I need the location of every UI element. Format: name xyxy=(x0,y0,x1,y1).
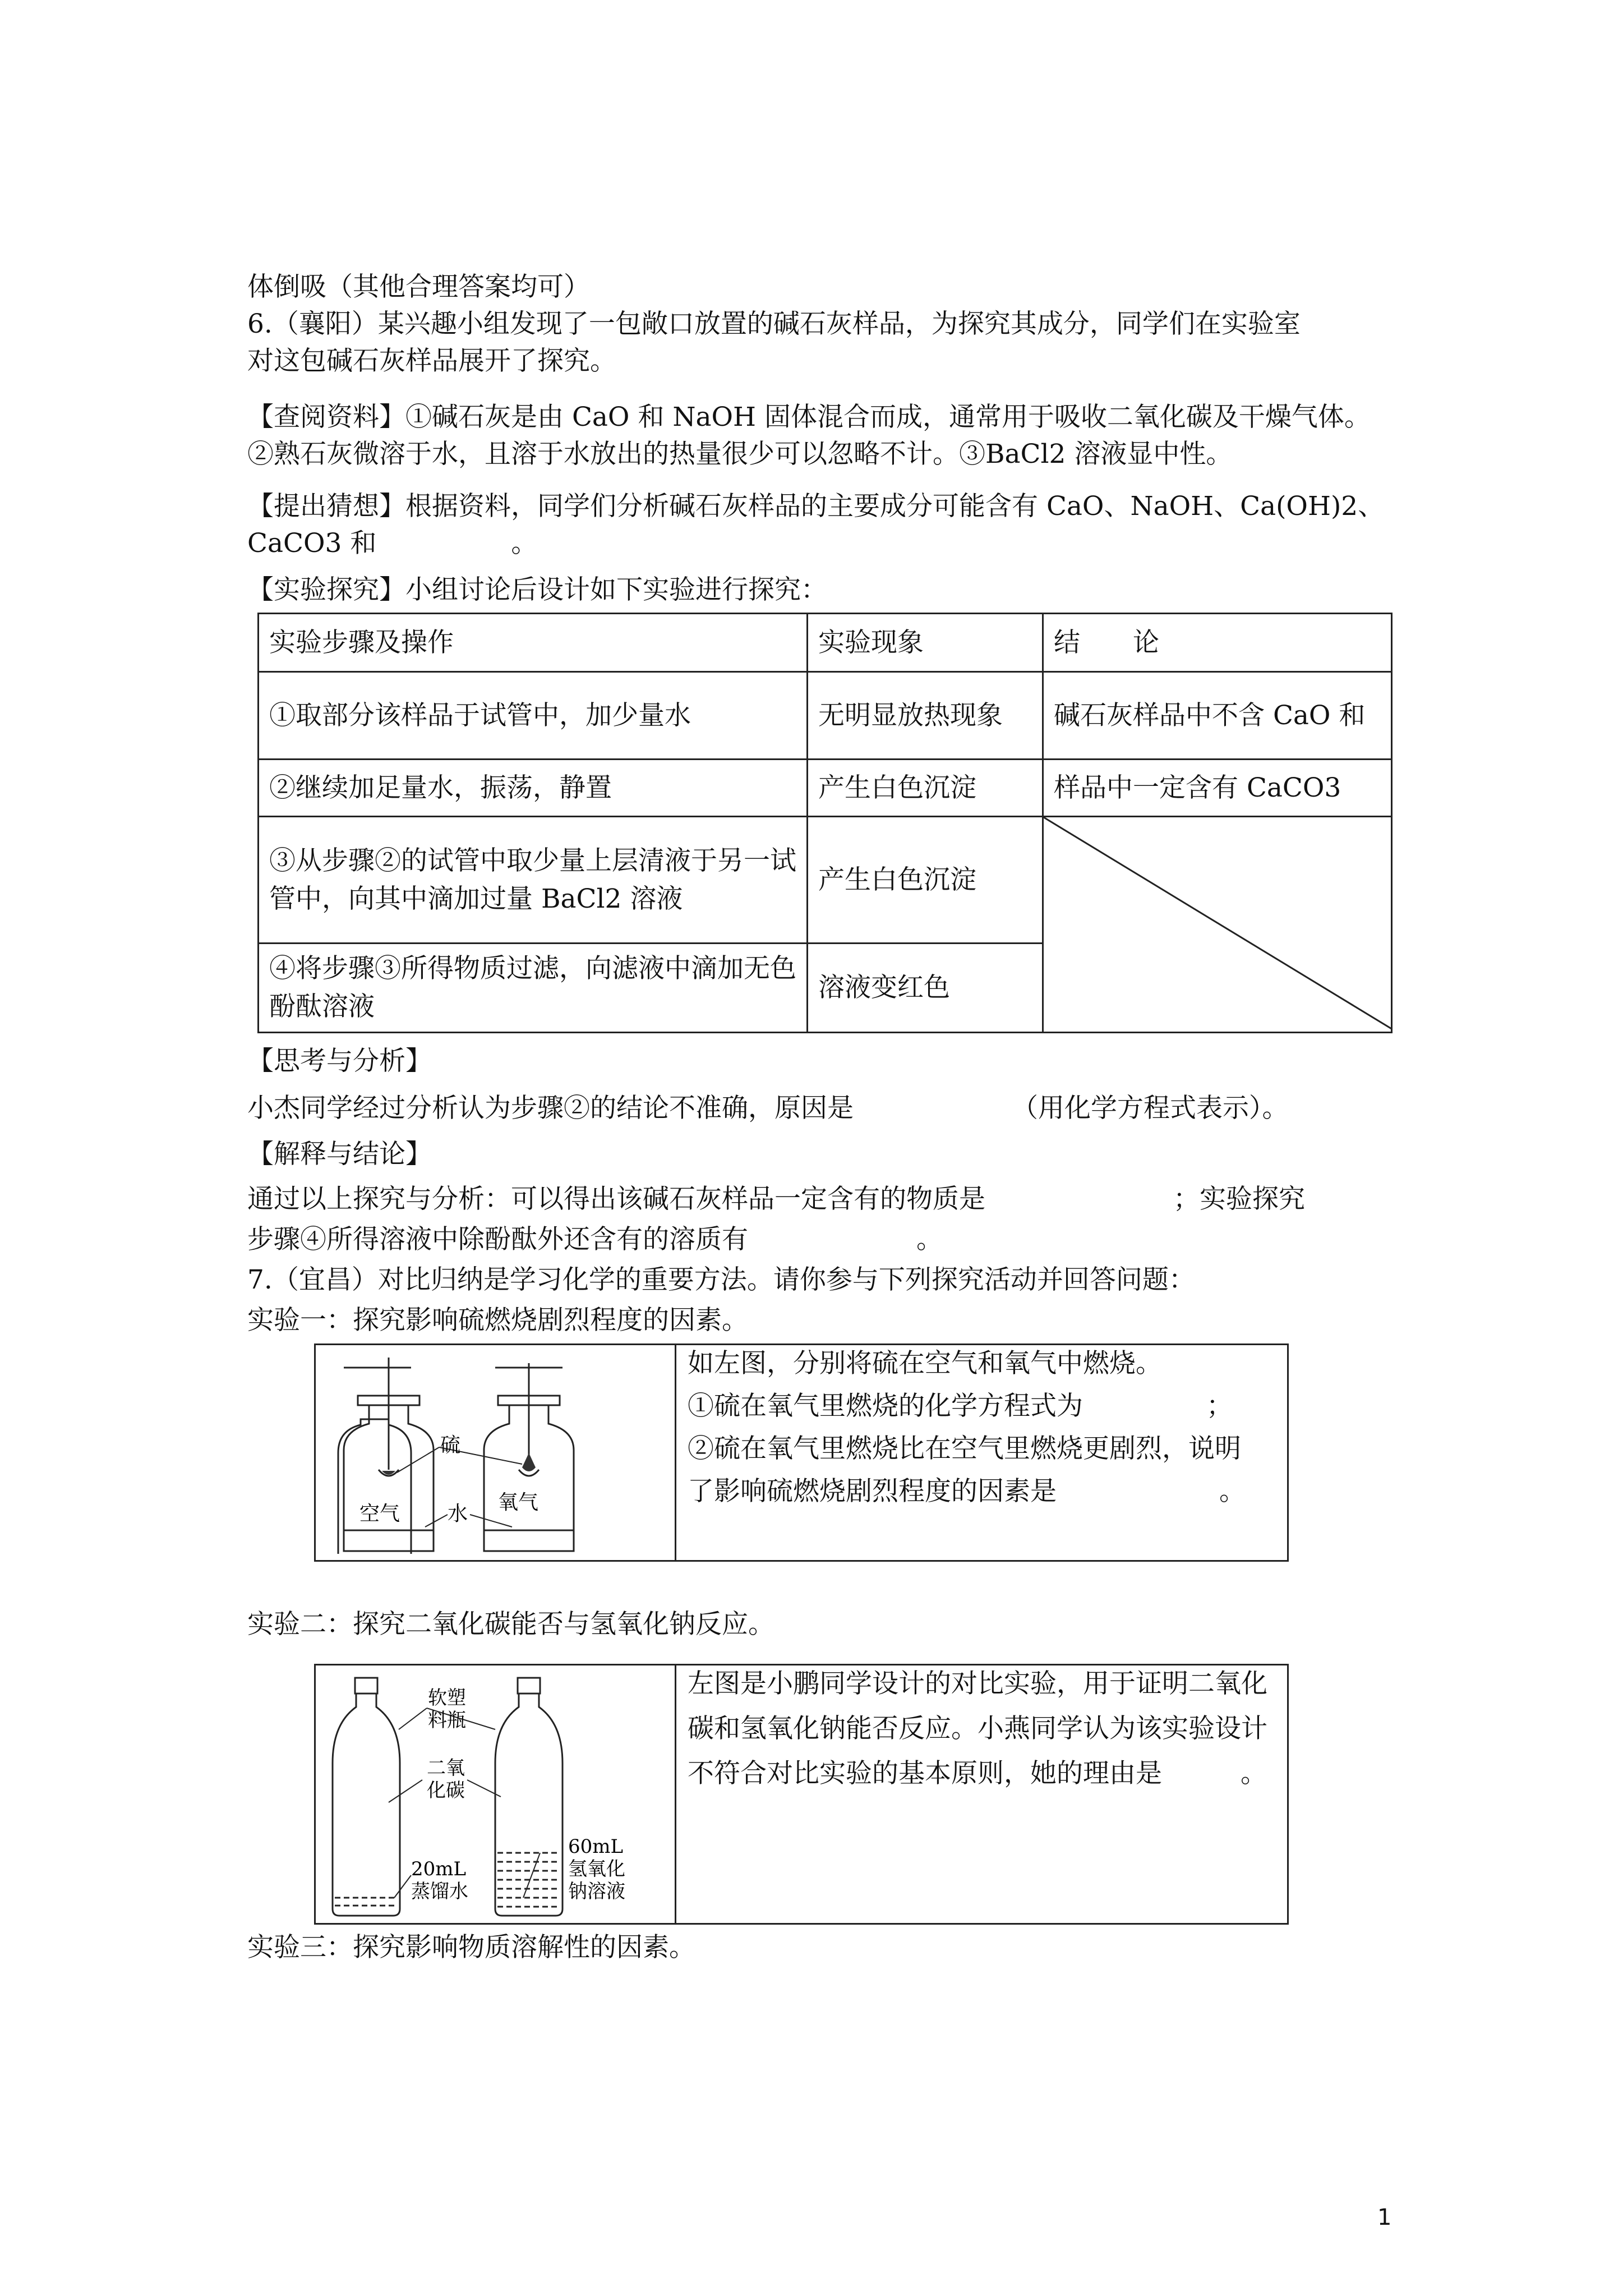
text-segment: ；实验探究 xyxy=(1173,1184,1305,1214)
text-segment: 。 xyxy=(1219,1476,1246,1507)
table-cell: 产生白色沉淀 xyxy=(808,760,1043,817)
experiment-1-box xyxy=(314,1343,1289,1562)
box-divider xyxy=(675,1665,676,1923)
page-number: 1 xyxy=(1377,2205,1392,2230)
fig-label: 水 xyxy=(448,1502,468,1525)
text-line xyxy=(247,527,537,560)
text-line: 【实验探究】小组讨论后设计如下实验进行探究： xyxy=(247,574,827,605)
table-header: 实验现象 xyxy=(808,614,1043,672)
fig-label: 氢氧化 xyxy=(568,1858,625,1880)
text-segment: CaCO3 和 xyxy=(247,528,377,559)
box-divider xyxy=(675,1345,676,1560)
table-cell: 产生白色沉淀 xyxy=(808,817,1043,944)
experiment-2-box xyxy=(314,1664,1289,1925)
table-cell: 样品中一定含有 CaCO3 xyxy=(1043,760,1392,817)
section-heading: 【解释与结论】 xyxy=(247,1139,432,1170)
text-line: 对这包碱石灰样品展开了探究。 xyxy=(247,346,616,376)
text-segment: 不符合对比实验的基本原则，她的理由是 xyxy=(688,1758,1162,1789)
experiment-2-title: 实验二：探究二氧化碳能否与氢氧化钠反应。 xyxy=(247,1609,774,1640)
experiment-1-title: 实验一：探究影响硫燃烧剧烈程度的因素。 xyxy=(247,1305,748,1336)
text-line: 体倒吸（其他合理答案均可） xyxy=(247,272,590,302)
exp1-text xyxy=(688,1388,1233,1425)
table-cell: 无明显放热现象 xyxy=(808,672,1043,760)
experiment-table xyxy=(257,613,1393,1033)
section-heading: 【思考与分析】 xyxy=(247,1046,432,1076)
sulfur-combustion-figure xyxy=(327,1352,663,1554)
fig-label: 蒸馏水 xyxy=(411,1880,468,1903)
table-cell: 溶液变红色 xyxy=(808,944,1043,1033)
fig-label: 硫 xyxy=(440,1434,461,1457)
question-7-intro: 7.（宜昌）对比归纳是学习化学的重要方法。请你参与下列探究活动并回答问题： xyxy=(247,1264,1195,1295)
text-line: 【查阅资料】①碱石灰是由 CaO 和 NaOH 固体混合而成，通常用于吸收二氧化碳及干燥气体。 xyxy=(247,402,1371,432)
exp1-text: 如左图，分别将硫在空气和氧气中燃烧。 xyxy=(688,1348,1162,1379)
text-line xyxy=(247,1182,1305,1216)
fig-label: 60mL xyxy=(568,1835,624,1858)
question-6-intro: 6.（襄阳）某兴趣小组发现了一包敞口放置的碱石灰样品，为探究其成分，同学们在实验室 xyxy=(247,309,1301,339)
experiment-3-title: 实验三：探究影响物质溶解性的因素。 xyxy=(247,1932,695,1963)
exp1-text xyxy=(688,1473,1246,1510)
exp2-text xyxy=(688,1755,1267,1792)
fig-label: 料瓶 xyxy=(428,1709,466,1732)
text-line xyxy=(247,1092,1289,1125)
fig-label: 二氧 xyxy=(427,1757,465,1779)
exp2-text: 左图是小鹏同学设计的对比实验，用于证明二氧化 xyxy=(688,1668,1267,1699)
fig-label: 氧气 xyxy=(498,1491,539,1514)
text-segment: 通过以上探究与分析：可以得出该碱石灰样品一定含有的物质是 xyxy=(247,1184,985,1214)
text-line: ②熟石灰微溶于水，且溶于水放出的热量很少可以忽略不计。③BaCl2 溶液显中性。 xyxy=(247,439,1233,470)
table-cell: ④将步骤③所得物质过滤，向滤液中滴加无色酚酞溶液 xyxy=(259,944,808,1033)
table-cell: ③从步骤②的试管中取少量上层清液于另一试管中，向其中滴加过量 BaCl2 溶液 xyxy=(259,817,808,944)
text-segment: 了影响硫燃烧剧烈程度的因素是 xyxy=(688,1476,1057,1507)
text-segment: ； xyxy=(1206,1391,1233,1421)
table-header: 结 论 xyxy=(1043,614,1392,672)
exp2-text: 碳和氢氧化钠能否反应。小燕同学认为该实验设计 xyxy=(688,1713,1267,1744)
text-segment: 步骤④所得溶液中除酚酞外还含有的溶质有 xyxy=(247,1224,748,1255)
fig-label: 空气 xyxy=(359,1502,400,1525)
text-segment: 。 xyxy=(511,528,538,559)
text-line xyxy=(247,1223,943,1257)
exp1-text: ②硫在氧气里燃烧比在空气里燃烧更剧烈，说明 xyxy=(688,1433,1241,1464)
diagonal-line xyxy=(1044,817,1393,1029)
text-segment: 。 xyxy=(1241,1758,1267,1789)
table-cell-crossed xyxy=(1043,817,1392,1033)
table-header: 实验步骤及操作 xyxy=(259,614,808,672)
table-cell: ②继续加足量水，振荡，静置 xyxy=(259,760,808,817)
fig-label: 钠溶液 xyxy=(568,1880,625,1903)
text-segment: 小杰同学经过分析认为步骤②的结论不准确，原因是 xyxy=(247,1093,854,1124)
fig-label: 化碳 xyxy=(427,1779,465,1802)
text-segment: 。 xyxy=(916,1224,943,1255)
fig-label: 20mL xyxy=(411,1858,467,1880)
text-segment: （用化学方程式表示）。 xyxy=(1012,1093,1289,1124)
fig-label: 软塑 xyxy=(428,1687,466,1709)
text-segment: ①硫在氧气里燃烧的化学方程式为 xyxy=(688,1391,1083,1421)
text-line: 【提出猜想】根据资料，同学们分析碱石灰样品的主要成分可能含有 CaO、NaOH、Ca(OH)2、 xyxy=(247,491,1385,522)
soft-bottle-figure xyxy=(327,1673,663,1920)
table-cell: 碱石灰样品中不含 CaO 和 xyxy=(1043,672,1392,760)
table-cell: ①取部分该样品于试管中，加少量水 xyxy=(259,672,808,760)
